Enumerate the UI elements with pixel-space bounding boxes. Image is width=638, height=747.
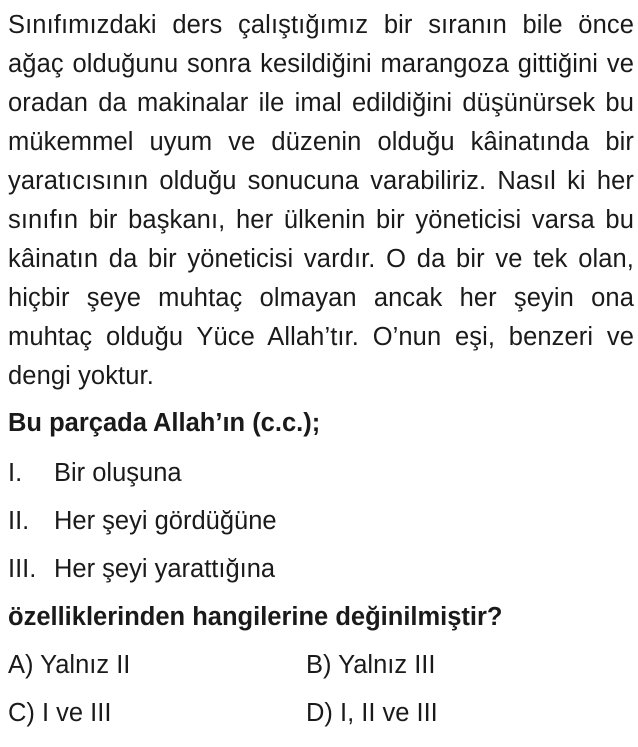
statement-number: III. [8,555,37,583]
statement-text: Bir oluşuna [54,459,182,487]
question [8,6,634,733]
statement-text: Her şeyi yarattığına [54,555,276,583]
option-a[interactable]: A) Yalnız II [8,651,131,679]
passage-text: Sınıfımızdaki ders çalıştığımız bir sıranın bile önce ağaç olduğunu sonra kesildiğini marangoza gittiğini ve oradan da makinalar ile imal edildiğini düşünürsek bu mükemmel uyum ve düzenin olduğu kâinatında bir yaratıcısının olduğu sonucuna varabiliriz. Nasıl ki her sınıfın bir başkanı, her ülkenin bir yöneticisi varsa bu kâinatın da bir yöneticisi vardır. O da bir ve tek olan, hiçbir şeye muhtaç olmayan ancak her şeyin ona muhtaç olduğu Yüce Allah’tır. O’nun eşi, benzeri ve dengi yoktur. [8,11,634,390]
statement-number: II. [8,507,30,535]
statement-2 [8,497,634,545]
statement-number: I. [8,459,23,487]
statement-3 [8,545,634,593]
option-c[interactable]: C) I ve III [8,699,112,727]
statement-1 [8,449,634,497]
option-b[interactable]: B) Yalnız III [306,651,436,679]
statement-list [8,449,634,593]
question-stem: Bu parçada Allah’ın (c.c.); [8,409,321,437]
question-prompt: özelliklerinden hangilerine değinilmiştir? [8,603,503,631]
statement-text: Her şeyi gördüğüne [54,507,277,535]
answer-options [8,645,634,733]
option-d[interactable]: D) I, II ve III [306,699,438,727]
